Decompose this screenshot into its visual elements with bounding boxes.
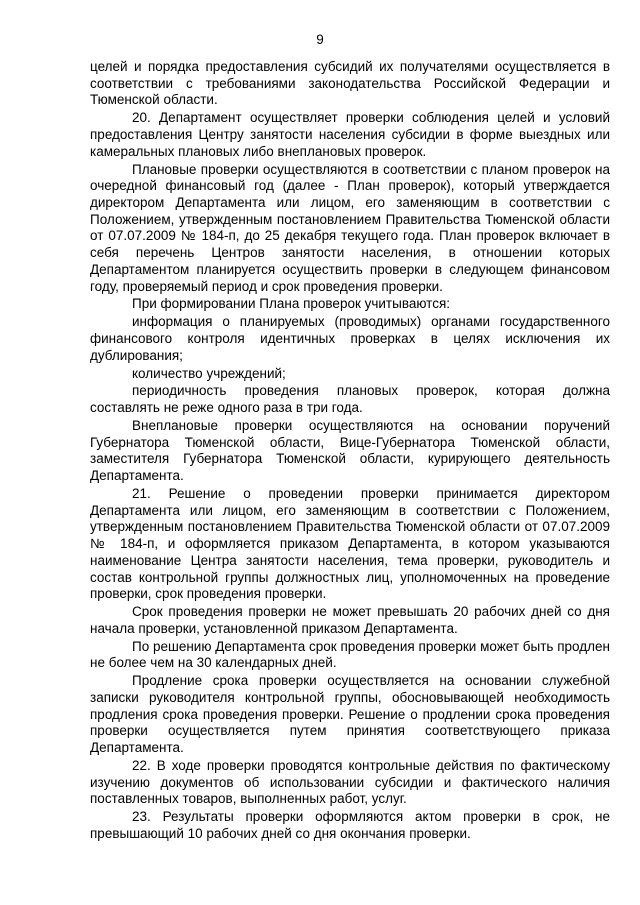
paragraph-planned-inspections: Плановые проверки осуществляются в соответствии с планом проверок на очередной финансовый год (далее - План проверок), который утверждается директором Департамента или лицом, его заменяющим в соответствии с Положением, утвержденным постановлением Правительства Тюменской области от 07.07.2009 № 184-п, до 25 декабря текущего года. План проверок включает в себя перечень Центров занятости населения, в отношении которых Департаментом планируется осуществить проверки в следующем финансовом году, проверяемый период и срок проведения проверки.: [90, 161, 610, 294]
paragraph-clause-23: 23. Результаты проверки оформляются актом проверки в срок, не превышающий 10 рабочих дней со дня окончания проверки.: [90, 809, 610, 842]
paragraph-clause-21: 21. Решение о проведении проверки принимается директором Департамента или лицом, его заменяющим в соответствии с Положением, утвержденным постановлением Правительства Тюменской области от 07.07.2009 № 184-п, и оформляется приказом Департамента, в котором указываются наименование Центра занятости населения, тема проверки, руководитель и состав контрольной группы должностных лиц, уполномоченных на проведение проверки, срок проведения проверки.: [90, 486, 610, 602]
paragraph-continuation: целей и порядка предоставления субсидий их получателями осуществляется в соответствии с требованиями законодательства Российской Федерации и Тюменской области.: [90, 59, 610, 108]
paragraph-extension-limit: По решению Департамента срок проведения проверки может быть продлен не более чем на 30 календарных дней.: [90, 638, 610, 671]
paragraph-extension-procedure: Продление срока проверки осуществляется на основании служебной записки руководителя контрольной группы, обосновывающей необходимость продления срока проведения проверки. Решение о продлении срока проведения проверки осуществляется путем принятия соответствующего приказа Департамента.: [90, 673, 610, 756]
document-body: [90, 59, 610, 843]
paragraph-clause-20: 20. Департамент осуществляет проверки соблюдения целей и условий предоставления Центру занятости населения субсидии в форме выездных или камеральных плановых либо внеплановых проверок.: [90, 110, 610, 159]
paragraph-unplanned-inspections: Внеплановые проверки осуществляются на основании поручений Губернатора Тюменской области, Вице-Губернатора Тюменской области, заместителя Губернатора Тюменской области, курирующего деятельность Департамента.: [90, 418, 610, 484]
paragraph-inspection-duration: Срок проведения проверки не может превышать 20 рабочих дней со дня начала проверки, установленной приказом Департамента.: [90, 604, 610, 636]
paragraph-criterion-periodicity: периодичность проведения плановых проверок, которая должна составлять не реже одного раза в три года.: [90, 383, 610, 416]
paragraph-criterion-count: количество учреждений;: [132, 365, 286, 381]
page-number: 9: [316, 32, 324, 47]
paragraph-criterion-information: информация о планируемых (проводимых) органами государственного финансового контроля идентичных проверках в целях исключения их дублирования;: [90, 314, 610, 363]
paragraph-clause-22: 22. В ходе проверки проводятся контрольные действия по фактическому изучению документов об использовании субсидии и фактического наличия поставленных товаров, выполненных работ, услуг.: [90, 758, 610, 807]
paragraph-plan-criteria-intro: При формировании Плана проверок учитываются:: [132, 296, 451, 312]
